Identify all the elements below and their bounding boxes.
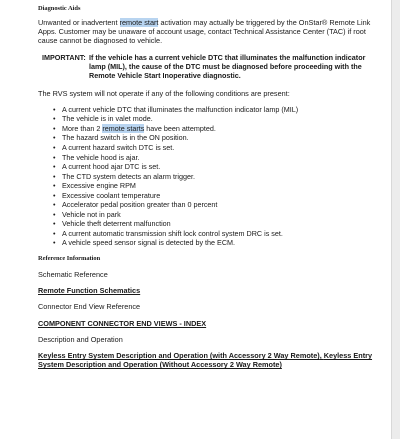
important-note	[42, 53, 377, 80]
description-reference: Description and Operation	[38, 334, 123, 344]
connector-end-views-link[interactable]: COMPONENT CONNECTOR END VIEWS - INDEX	[38, 318, 207, 328]
keyless-entry-2way-link[interactable]: Keyless Entry System Description and Operation (with Accessory 2 Way Remote)	[38, 351, 320, 361]
rvs-intro: The RVS system will not operate if any of the following conditions are present:	[38, 88, 290, 98]
list-item: • Vehicle theft deterrent malfunction	[62, 219, 377, 229]
list-item: • The hazard switch is in the ON position.	[62, 133, 377, 143]
list-item: • Vehicle not in park	[62, 210, 377, 220]
list-item: • Excessive coolant temperature	[62, 191, 377, 201]
connector-reference: Connector End View Reference	[38, 302, 141, 312]
diagnostic-aids-heading: Diagnostic Aids	[38, 5, 81, 12]
schematic-reference: Schematic Reference	[38, 270, 108, 280]
list-item: • More than 2 remote starts have been attempted.	[62, 124, 377, 134]
remote-function-schematics-link[interactable]: Remote Function Schematics	[38, 286, 141, 296]
list-item: • A vehicle speed sensor signal is detected by the ECM.	[62, 238, 377, 248]
list-item: • The vehicle hood is ajar.	[62, 153, 377, 163]
list-item: • Excessive engine RPM	[62, 181, 377, 191]
onstar-paragraph: Unwanted or inadvertent remote start activation may actually be triggered by the OnStar® Remote Link Apps. Customer may be unaware of account usage, contact Technical Assistance Center (TAC) if root cause cannot be diagnosed to vehicle.	[38, 18, 371, 46]
list-item: • Accelerator pedal position greater than 0 percent	[62, 200, 377, 210]
keyless-entry-no-2way-link[interactable]: Keyless Entry System Description and Operation (Without Accessory 2 Way Remote)	[38, 351, 373, 370]
search-highlight: remote starts	[102, 123, 145, 133]
list-item: • The CTD system detects an alarm trigger.	[62, 172, 377, 182]
important-text: If the vehicle has a current vehicle DTC that illuminates the malfunction indicator lamp (MIL), the cause of the DTC must be diagnosed before proceeding with the Remote Vehicle Start Inoperative diagnostic.	[89, 52, 366, 80]
list-item: • A current hood ajar DTC is set.	[62, 162, 377, 172]
list-item: • The vehicle is in valet mode.	[62, 114, 377, 124]
list-item: • A current automatic transmission shift lock control system DRC is set.	[62, 229, 377, 239]
search-highlight: remote start	[119, 18, 159, 27]
list-item: • A current hazard switch DTC is set.	[62, 143, 377, 153]
reference-heading: Reference Information	[38, 255, 101, 263]
list-item: • A current vehicle DTC that illuminates the malfunction indicator lamp (MIL)	[62, 105, 377, 115]
viewer-edge	[392, 0, 400, 439]
important-label: IMPORTANT:	[42, 52, 86, 62]
conditions-list	[38, 105, 377, 248]
keyless-links: Keyless Entry System Description and Operation (with Accessory 2 Way Remote), Keyless Entry System Description and Operation (Without Accessory 2 Way Remote)	[38, 351, 373, 370]
